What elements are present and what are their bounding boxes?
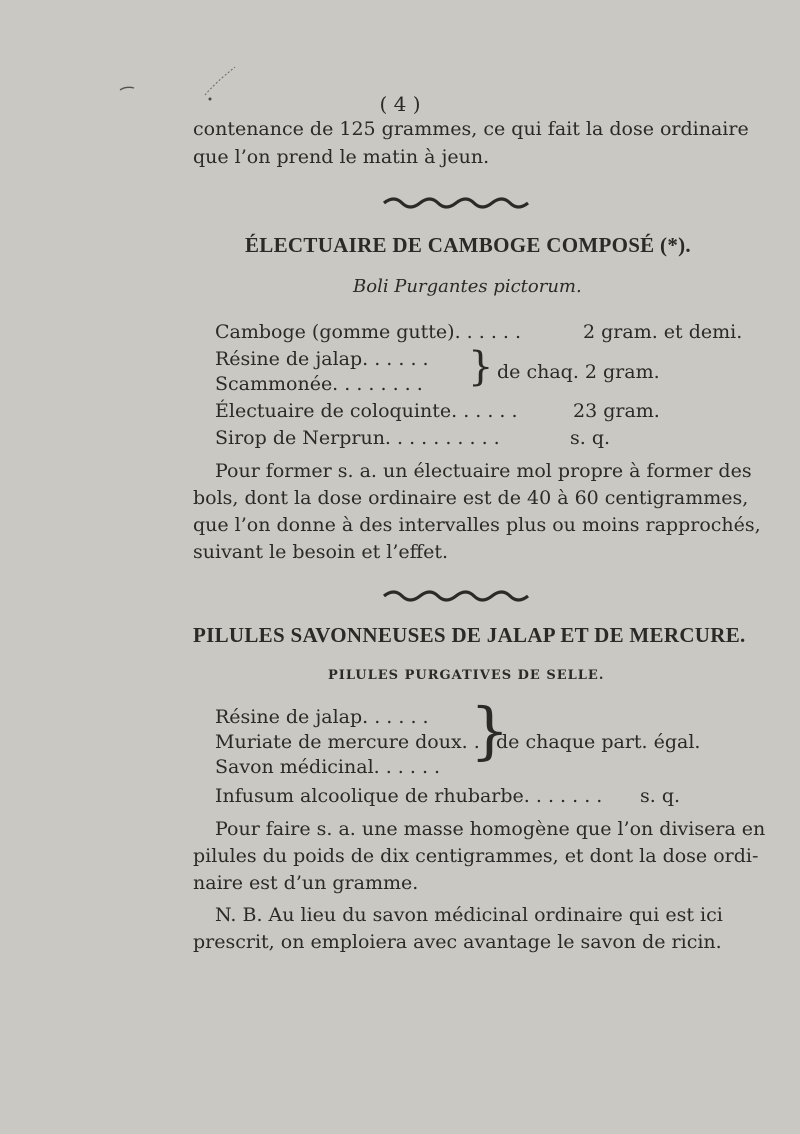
paragraph-line: bols, dont la dose ordinaire est de 40 à 60 centigrammes,: [193, 487, 749, 509]
curly-brace-icon: }: [470, 694, 510, 767]
ingredient-qty: s. q.: [640, 785, 681, 807]
paragraph-line: naire est d’un gramme.: [193, 872, 419, 894]
intro-line-2: que l’on prend le matin à jeun.: [193, 146, 490, 168]
ingredient-name: Muriate de mercure doux. .: [215, 731, 480, 753]
paragraph-line: Pour faire s. a. une masse homogène que l’on divisera en: [215, 818, 766, 840]
ingredient-name: Savon médicinal. . . . . .: [215, 756, 441, 778]
ingredient-qty: 23 gram.: [573, 400, 660, 422]
note-line: prescrit, on emploiera avec avantage le savon de ricin.: [193, 931, 722, 953]
ingredient-name: Électuaire de coloquinte. . . . . .: [215, 400, 518, 422]
section-subtitle-pilules: PILULES PURGATIVES DE SELLE.: [328, 668, 605, 683]
section-title-electuaire: ÉLECTUAIRE DE CAMBOGE COMPOSÉ (*).: [245, 233, 691, 257]
section-subtitle-boli: Boli Purgantes pictorum.: [353, 276, 582, 297]
ornament-divider-2: [382, 588, 532, 604]
note-line: N. B. Au lieu du savon médicinal ordinaire qui est ici: [215, 904, 723, 926]
ingredient-name: Résine de jalap. . . . . .: [215, 706, 429, 728]
page-number: ( 4 ): [379, 92, 421, 116]
intro-line-1: contenance de 125 grammes, ce qui fait la dose ordinaire: [193, 118, 749, 140]
section-title-pilules: PILULES SAVONNEUSES DE JALAP ET DE MERCURE.: [193, 623, 746, 647]
brace-quantity-label: de chaque part. égal.: [496, 731, 701, 753]
paragraph-line: Pour former s. a. un électuaire mol propre à former des: [215, 460, 752, 482]
ingredient-qty: 2 gram. et demi.: [583, 321, 743, 343]
curly-brace-icon: }: [468, 344, 494, 390]
ornament-divider-1: [382, 195, 532, 211]
ingredient-name: Infusum alcoolique de rhubarbe. . . . . . .: [215, 785, 603, 807]
ingredient-qty: s. q.: [570, 427, 611, 449]
paragraph-line: pilules du poids de dix centigrammes, et dont la dose ordi-: [193, 845, 759, 867]
ingredient-name: Sirop de Nerprun. . . . . . . . . .: [215, 427, 500, 449]
paragraph-line: suivant le besoin et l’effet.: [193, 541, 449, 563]
brace-quantity-label: de chaq. 2 gram.: [497, 361, 660, 383]
paragraph-line: que l’on donne à des intervalles plus ou moins rapprochés,: [193, 514, 761, 536]
ingredient-name: Résine de jalap. . . . . .: [215, 348, 429, 370]
ingredient-name: Scammonée. . . . . . . .: [215, 373, 423, 395]
ingredient-name: Camboge (gomme gutte). . . . . .: [215, 321, 522, 343]
